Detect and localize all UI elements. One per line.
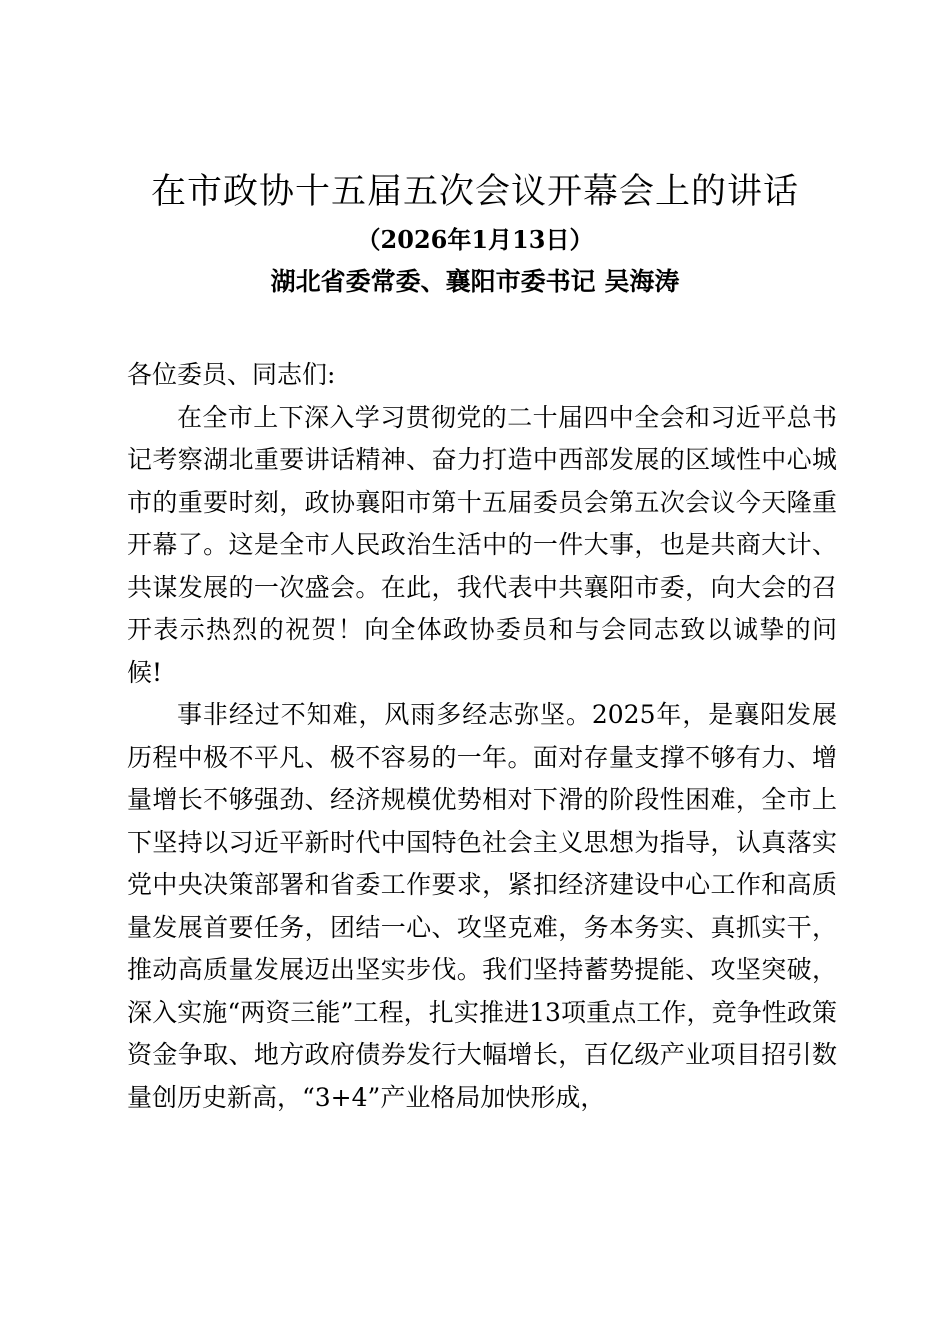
paragraph: 在全市上下深入学习贯彻党的二十届四中全会和习近平总书记考察湖北重要讲话精神、奋力打造中西部发展的区域性中心城市的重要时刻，政协襄阳市第十五届委员会第五次会议今天隆重开幕了。这是全市人民政治生活中的一件大事，也是共商大计、共谋发展的一次盛会。在此，我代表中共襄阳市委，向大会的召开表示热烈的祝贺！向全体政协委员和与会同志致以诚挚的问候! xyxy=(127,402,837,687)
speech-body xyxy=(127,354,837,1119)
speech-author: 湖北省委常委、襄阳市委书记 吴海涛 xyxy=(270,267,680,296)
speech-title: 在市政协十五届五次会议开幕会上的讲话 xyxy=(150,172,799,212)
paragraph: 事非经过不知难，风雨多经志弥坚。2025年，是襄阳发展历程中极不平凡、极不容易的一年。面对存量支撑不够有力、增量增长不够强劲、经济规模优势相对下滑的阶段性困难，全市上下坚持以习近平新时代中国特色社会主义思想为指导，认真落实党中央决策部署和省委工作要求，紧扣经济建设中心工作和高质量发展首要任务，团结一心、攻坚克难，务本务实、真抓实干，推动高质量发展迈出坚实步伐。我们坚持蓄势提能、攻坚突破，深入实施“两资三能”工程，扎实推进13项重点工作，竞争性政策资金争取、地方政府债券发行大幅增长，百亿级产业项目招引数量创历史新高，“3+4”产业格局加快形成， xyxy=(127,700,837,1112)
salutation: 各位委员、同志们: xyxy=(127,360,336,389)
speech-date: （2026年1月13日） xyxy=(356,225,594,254)
